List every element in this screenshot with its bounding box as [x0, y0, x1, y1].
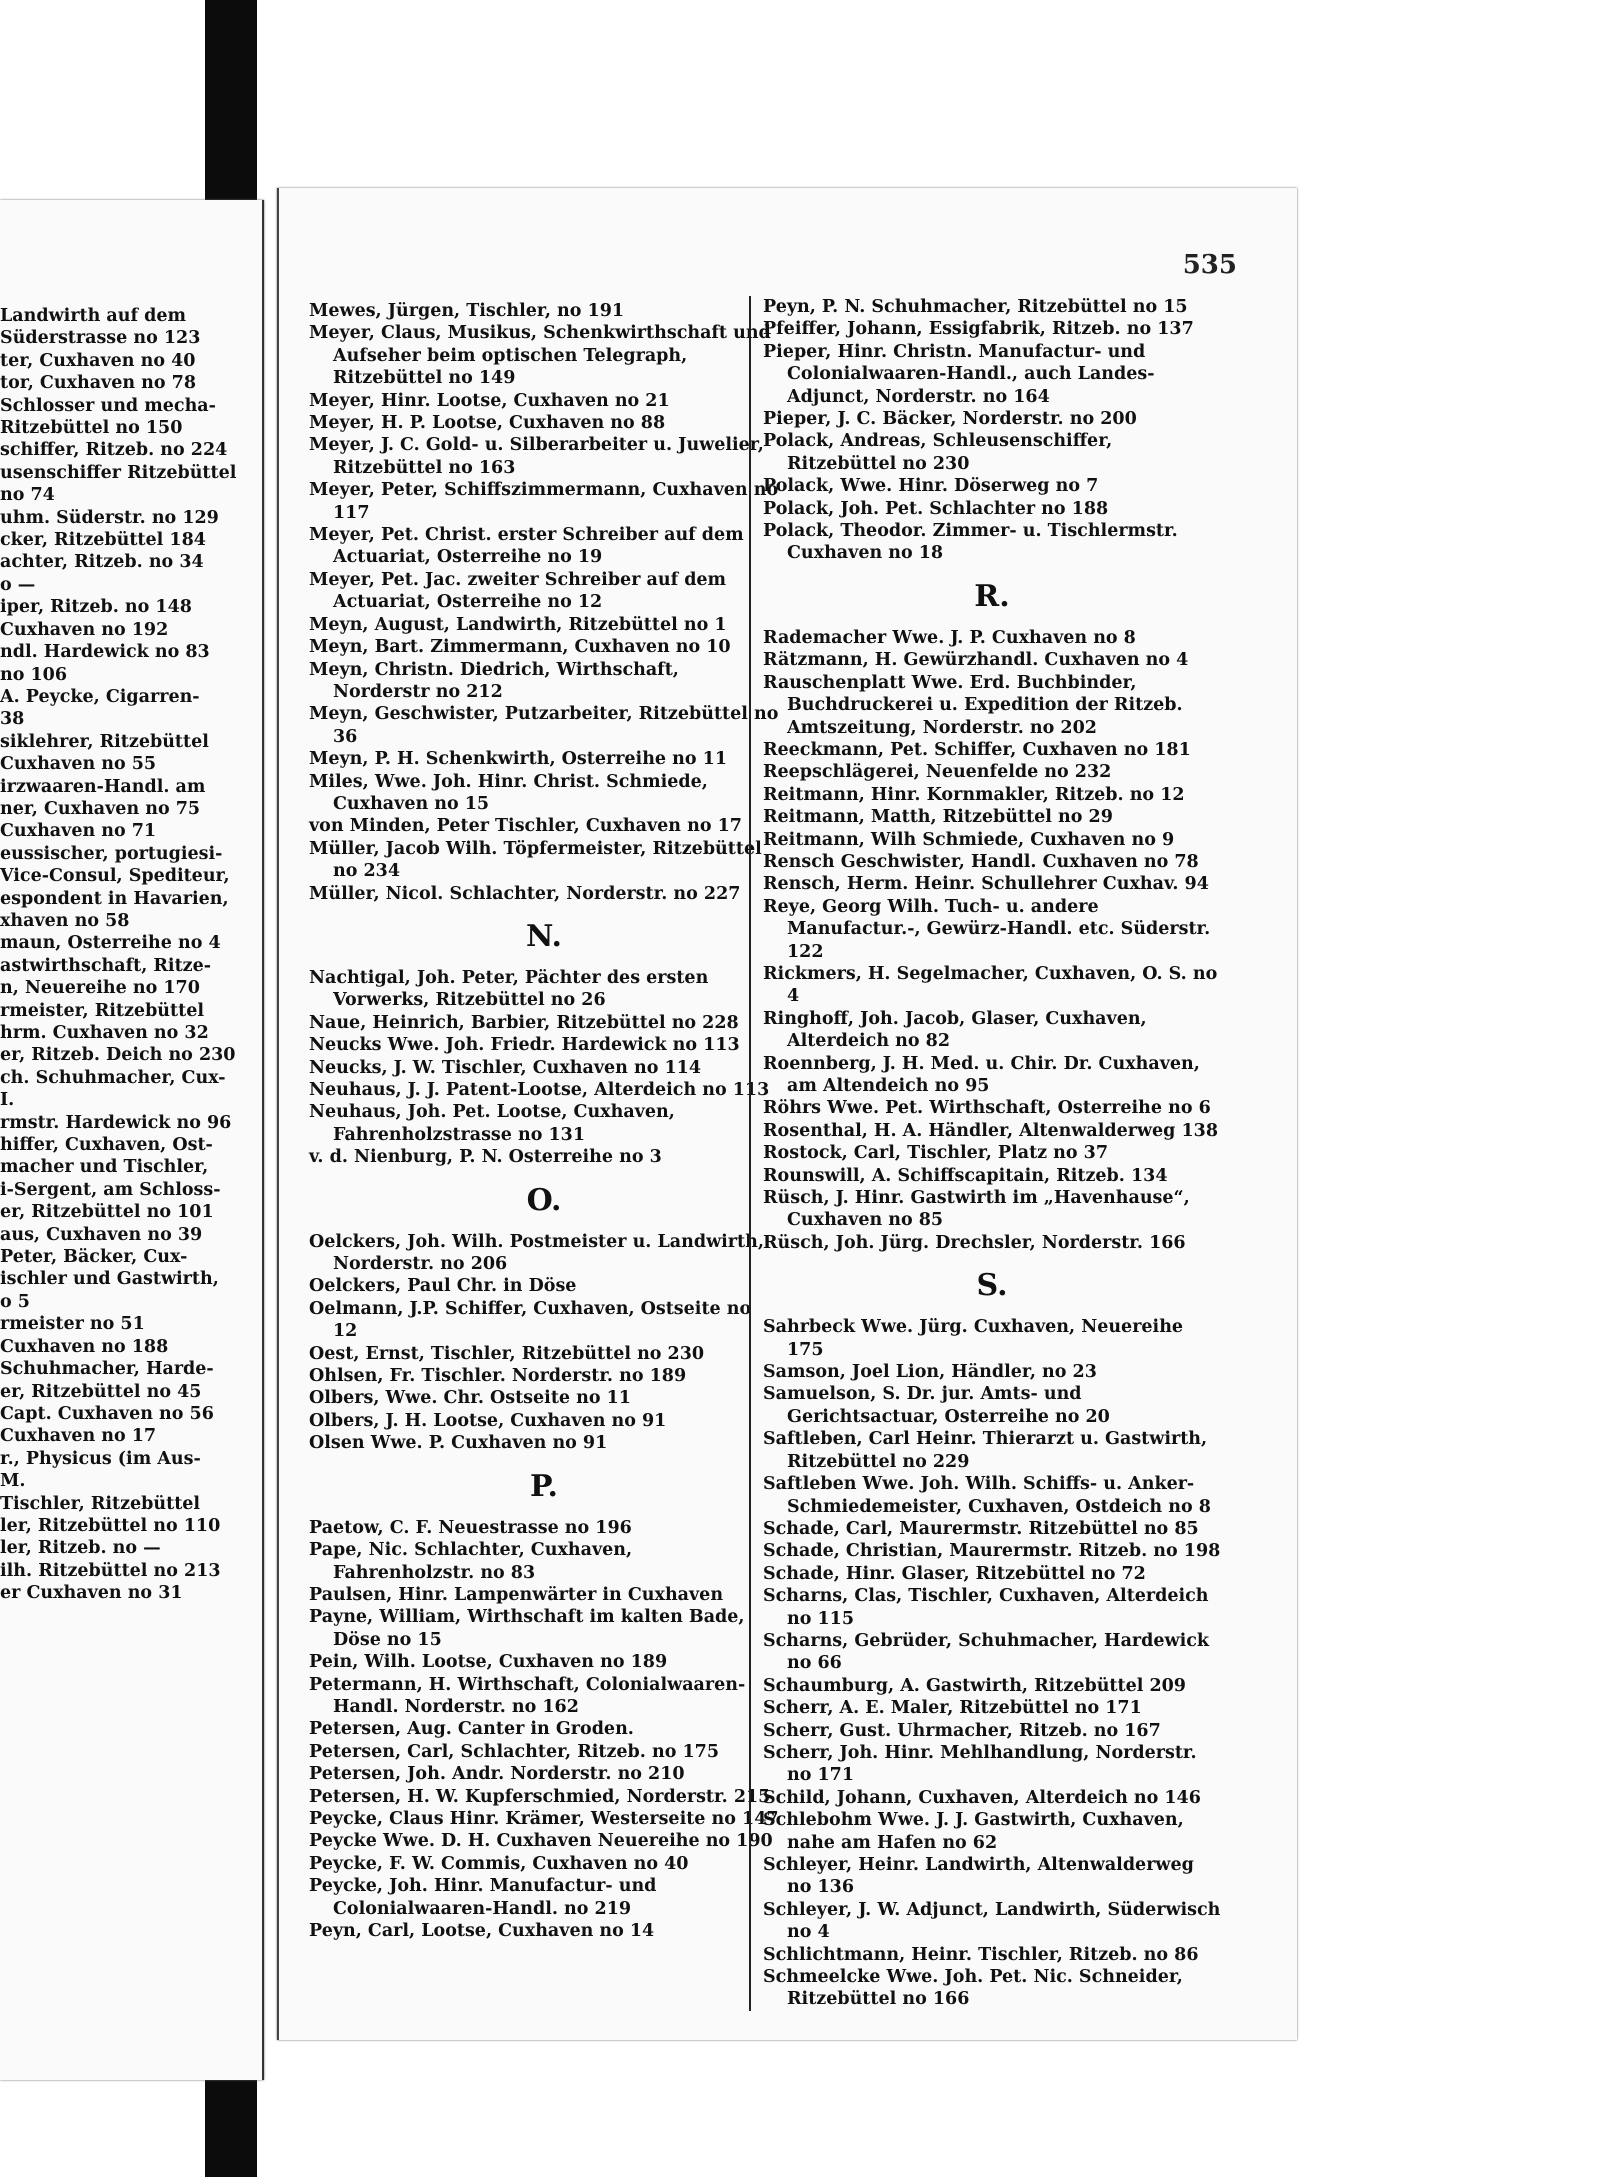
left-page — [0, 200, 264, 2080]
directory-entry: Oelckers, Paul Chr. in Döse — [309, 1276, 577, 1297]
left-fragment-line: Cuxhaven no 192 — [0, 619, 169, 640]
directory-entry: Meyer, Pet. Jac. zweiter Schreiber auf dem Actuariat, Osterreihe no 12 — [309, 569, 727, 613]
left-fragment-line: Cuxhaven no 71 — [0, 821, 157, 842]
left-fragment-line: astwirthschaft, Ritze- — [0, 955, 211, 976]
left-fragment-line: ischler und Gastwirth, — [0, 1269, 219, 1290]
left-fragment-line: n, Neuereihe no 170 — [0, 978, 200, 999]
left-fragment-line: aus, Cuxhaven no 39 — [0, 1224, 203, 1245]
directory-entry: Reitmann, Matth, Ritzebüttel no 29 — [763, 807, 1113, 828]
left-fragment-line: rmeister no 51 — [0, 1314, 145, 1335]
directory-entry: Polack, Joh. Pet. Schlachter no 188 — [763, 498, 1109, 519]
directory-entry: Schlichtmann, Heinr. Tischler, Ritzeb. no 86 — [763, 1944, 1199, 1965]
left-fragment-line: eussischer, portugiesi- — [0, 843, 223, 864]
directory-entry: Petersen, H. W. Kupferschmied, Norderstr. 215 — [309, 1786, 771, 1807]
directory-entry: Rüsch, J. Hinr. Gastwirth im „Havenhause“, Cuxhaven no 85 — [763, 1188, 1190, 1231]
directory-entry: Reitmann, Wilh Schmiede, Cuxhaven no 9 — [763, 829, 1175, 850]
directory-entry: Petersen, Aug. Canter in Groden. — [309, 1719, 634, 1740]
left-fragment-line: iper, Ritzeb. no 148 — [0, 597, 192, 618]
directory-entry: Neuhaus, Joh. Pet. Lootse, Cuxhaven, Fahrenholzstrasse no 131 — [309, 1102, 675, 1145]
section-letter-heading: R. — [974, 578, 1010, 614]
left-fragment-line: tor, Cuxhaven no 78 — [0, 373, 196, 394]
directory-entry: Scharns, Gebrüder, Schuhmacher, Hardewick no 66 — [763, 1630, 1210, 1674]
directory-entry: Saftleben Wwe. Joh. Wilh. Schiffs- u. Anker-Schmiedemeister, Cuxhaven, Ostdeich no 8 — [763, 1474, 1211, 1517]
directory-entry: Rensch, Herm. Heinr. Schullehrer Cuxhav. 94 — [763, 874, 1209, 895]
left-fragment-line: macher und Tischler, — [0, 1157, 209, 1178]
left-fragment-line: Cuxhaven no 55 — [0, 754, 157, 775]
directory-entry: Meyn, Bart. Zimmermann, Cuxhaven no 10 — [309, 637, 731, 658]
left-fragment-line: Cuxhaven no 188 — [0, 1336, 169, 1357]
directory-entry: Schade, Carl, Maurermstr. Ritzebüttel no 85 — [763, 1518, 1199, 1539]
directory-entry: Schleyer, J. W. Adjunct, Landwirth, Süderwisch no 4 — [763, 1899, 1221, 1943]
directory-entry: Sahrbeck Wwe. Jürg. Cuxhaven, Neuereihe 175 — [763, 1317, 1184, 1360]
directory-entry: Müller, Nicol. Schlachter, Norderstr. no 227 — [309, 883, 741, 904]
left-fragment-line: ndl. Hardewick no 83 — [0, 642, 210, 663]
directory-entry: Schaumburg, A. Gastwirth, Ritzebüttel 209 — [763, 1675, 1186, 1696]
left-fragment-line: I. — [0, 1090, 15, 1111]
left-fragment-line: ler, Ritzebüttel no 110 — [0, 1515, 221, 1536]
left-fragment-line: espondent in Havarien, — [0, 888, 229, 909]
left-fragment-line: no 106 — [0, 664, 68, 685]
directory-entry: Pieper, J. C. Bäcker, Norderstr. no 200 — [763, 409, 1137, 430]
section-letter-heading: N. — [526, 918, 562, 954]
section-letter-heading: S. — [976, 1268, 1008, 1304]
directory-entry: Samson, Joel Lion, Händler, no 23 — [763, 1362, 1097, 1383]
directory-entry: Schade, Hinr. Glaser, Ritzebüttel no 72 — [763, 1563, 1146, 1584]
directory-entry: Pape, Nic. Schlachter, Cuxhaven, Fahrenholzstr. no 83 — [309, 1540, 633, 1583]
left-fragment-line: maun, Osterreihe no 4 — [0, 933, 221, 954]
directory-entry: Olsen Wwe. P. Cuxhaven no 91 — [309, 1433, 608, 1454]
left-fragment-line: ler, Ritzeb. no — — [0, 1538, 161, 1559]
directory-entry: Naue, Heinrich, Barbier, Ritzebüttel no 228 — [309, 1012, 739, 1033]
directory-column-middle — [309, 300, 779, 1942]
left-fragment-line: rmstr. Hardewick no 96 — [0, 1112, 232, 1133]
left-fragment-line: ch. Schuhmacher, Cux- — [0, 1067, 226, 1088]
directory-entry: Rickmers, H. Segelmacher, Cuxhaven, O. S. no 4 — [763, 963, 1218, 1007]
left-fragment-line: Tischler, Ritzebüttel — [0, 1493, 201, 1514]
directory-entry: Meyn, Geschwister, Putzarbeiter, Ritzebüttel no 36 — [309, 704, 779, 747]
left-fragment-line: er, Ritzebüttel no 45 — [0, 1381, 202, 1402]
left-fragment-line: ilh. Ritzebüttel no 213 — [0, 1560, 221, 1581]
directory-entry: Müller, Jacob Wilh. Töpfermeister, Ritzebüttel no 234 — [309, 838, 762, 882]
directory-entry: Miles, Wwe. Joh. Hinr. Christ. Schmiede, Cuxhaven no 15 — [309, 771, 708, 814]
left-fragment-line: er, Ritzeb. Deich no 230 — [0, 1045, 236, 1066]
directory-entry: v. d. Nienburg, P. N. Osterreihe no 3 — [309, 1147, 662, 1168]
directory-entry: Reeckmann, Pet. Schiffer, Cuxhaven no 181 — [763, 739, 1191, 760]
directory-entry: Neuhaus, J. J. Patent-Lootse, Alterdeich no 113 — [309, 1080, 770, 1100]
left-fragment-line: siklehrer, Ritzebüttel — [0, 731, 209, 752]
directory-entry: Polack, Theodor. Zimmer- u. Tischlermstr. Cuxhaven no 18 — [763, 521, 1178, 564]
left-fragment-line: usenschiffer Ritzebüttel — [0, 462, 237, 483]
directory-entry: Meyer, Claus, Musikus, Schenkwirthschaft und Aufseher beim optischen Telegraph, Ritzebüttel no 149 — [309, 323, 771, 389]
directory-entry: Rensch Geschwister, Handl. Cuxhaven no 78 — [763, 851, 1199, 872]
directory-entry: Polack, Andreas, Schleusenschiffer, Ritzebüttel no 230 — [763, 431, 1113, 474]
directory-entry: Meyn, P. H. Schenkwirth, Osterreihe no 11 — [309, 749, 728, 770]
directory-entry: Payne, William, Wirthschaft im kalten Bade, Döse no 15 — [309, 1607, 745, 1650]
directory-entry: Röhrs Wwe. Pet. Wirthschaft, Osterreihe no 6 — [763, 1098, 1211, 1119]
directory-entry: Scherr, Gust. Uhrmacher, Ritzeb. no 167 — [763, 1720, 1161, 1741]
left-fragment-line: ner, Cuxhaven no 75 — [0, 798, 201, 819]
directory-entry: Schade, Christian, Maurermstr. Ritzeb. no 198 — [763, 1541, 1221, 1562]
directory-entry: Rätzmann, H. Gewürzhandl. Cuxhaven no 4 — [763, 650, 1189, 671]
left-fragment-line: M. — [0, 1471, 26, 1492]
directory-entry: Petersen, Joh. Andr. Norderstr. no 210 — [309, 1764, 685, 1785]
left-fragment-line: Landwirth auf dem — [0, 306, 187, 326]
left-fragment-line: Cuxhaven no 17 — [0, 1426, 157, 1447]
left-fragment-line: no 74 — [0, 485, 55, 506]
directory-entry: Saftleben, Carl Heinr. Thierarzt u. Gastwirth, Ritzebüttel no 229 — [763, 1429, 1208, 1472]
directory-entry: Neucks, J. W. Tischler, Cuxhaven no 114 — [309, 1057, 701, 1078]
left-fragment-line: Peter, Bäcker, Cux- — [0, 1247, 188, 1268]
directory-entry: Scharns, Clas, Tischler, Cuxhaven, Alterdeich no 115 — [763, 1586, 1209, 1629]
right-page — [277, 188, 1297, 2040]
directory-entry: Nachtigal, Joh. Peter, Pächter des ersten Vorwerks, Ritzebüttel no 26 — [309, 967, 709, 1011]
directory-entry: Oelckers, Joh. Wilh. Postmeister u. Landwirth, Norderstr. no 206 — [309, 1231, 764, 1275]
directory-entry: Oest, Ernst, Tischler, Ritzebüttel no 230 — [309, 1343, 705, 1364]
directory-entry: Schild, Johann, Cuxhaven, Alterdeich no 146 — [763, 1787, 1201, 1808]
directory-entry: Pieper, Hinr. Christn. Manufactur- und Colonialwaaren-Handl., auch Landes-Adjunct, Norderstr. no 164 — [763, 341, 1155, 407]
directory-entry: Meyn, August, Landwirth, Ritzebüttel no 1 — [309, 614, 727, 635]
directory-entry: Rademacher Wwe. J. P. Cuxhaven no 8 — [763, 627, 1136, 648]
directory-entry: Ringhoff, Joh. Jacob, Glaser, Cuxhaven, Alterdeich no 82 — [763, 1008, 1147, 1052]
directory-entry: Rostock, Carl, Tischler, Platz no 37 — [763, 1143, 1109, 1164]
left-fragment-line: uhm. Süderstr. no 129 — [0, 507, 219, 528]
directory-entry: Pfeiffer, Johann, Essigfabrik, Ritzeb. no 137 — [763, 319, 1194, 340]
directory-entry: Rosenthal, H. A. Händler, Altenwalderweg 138 — [763, 1120, 1218, 1141]
section-letter-heading: P. — [529, 1468, 559, 1504]
directory-entry: Scherr, A. E. Maler, Ritzebüttel no 171 — [763, 1698, 1142, 1719]
directory-entry: Meyer, Hinr. Lootse, Cuxhaven no 21 — [309, 390, 670, 411]
left-fragment-line: o — — [0, 574, 36, 595]
directory-entry: Peycke, Joh. Hinr. Manufactur- und Colonialwaaren-Handl. no 219 — [309, 1876, 657, 1919]
left-fragment-line: xhaven no 58 — [0, 910, 130, 931]
directory-entry: Peycke, Claus Hinr. Krämer, Westerseite no 147 — [309, 1808, 779, 1829]
directory-entry: Schmeelcke Wwe. Joh. Pet. Nic. Schneider, Ritzebüttel no 166 — [763, 1967, 1183, 2010]
directory-entry: Schleyer, Heinr. Landwirth, Altenwalderweg no 136 — [763, 1855, 1194, 1898]
left-fragment-line: A. Peycke, Cigarren- — [0, 686, 200, 707]
left-fragment-line: Schuhmacher, Harde- — [0, 1359, 214, 1380]
directory-entry: von Minden, Peter Tischler, Cuxhaven no 17 — [309, 816, 742, 837]
directory-entry: Paulsen, Hinr. Lampenwärter in Cuxhaven — [309, 1584, 724, 1605]
directory-entry: Polack, Wwe. Hinr. Döserweg no 7 — [763, 476, 1099, 497]
directory-entry: Ohlsen, Fr. Tischler. Norderstr. no 189 — [309, 1366, 687, 1387]
directory-entry: Meyer, J. C. Gold- u. Silberarbeiter u. Juwelier, Ritzebüttel no 163 — [309, 435, 764, 478]
left-page-column — [0, 305, 258, 1605]
left-fragment-line: hiffer, Cuxhaven, Ost- — [0, 1135, 213, 1156]
directory-entry: Meyer, Peter, Schiffszimmermann, Cuxhaven no 117 — [309, 480, 779, 523]
directory-entry: Rounswill, A. Schiffscapitain, Ritzeb. 134 — [763, 1165, 1168, 1186]
left-fragment-line: Schlosser und mecha- — [0, 395, 216, 416]
directory-entry: Reye, Georg Wilh. Tuch- u. andere Manufactur.-, Gewürz-Handl. etc. Süderstr. 122 — [763, 896, 1211, 962]
directory-entry: Pein, Wilh. Lootse, Cuxhaven no 189 — [309, 1652, 668, 1673]
directory-entry: Peyn, Carl, Lootse, Cuxhaven no 14 — [309, 1921, 655, 1941]
left-fragment-line: Ritzebüttel no 150 — [0, 418, 183, 439]
directory-entry: Petersen, Carl, Schlachter, Ritzeb. no 175 — [309, 1741, 719, 1762]
left-fragment-line: schiffer, Ritzeb. no 224 — [0, 440, 228, 461]
section-letter-heading: O. — [526, 1182, 562, 1218]
directory-entry: Rüsch, Joh. Jürg. Drechsler, Norderstr. 166 — [763, 1232, 1186, 1253]
directory-entry: Oelmann, J.P. Schiffer, Cuxhaven, Ostseite no 12 — [309, 1298, 752, 1342]
directory-entry: Paetow, C. F. Neuestrasse no 196 — [309, 1517, 632, 1538]
directory-entry: Rauschenplatt Wwe. Erd. Buchbinder, Buchdruckerei u. Expedition der Ritzeb. Amtszeitung, Norderstr. no 202 — [763, 672, 1183, 738]
left-fragment-line: Vice-Consul, Spediteur, — [0, 866, 230, 887]
directory-entry: Petermann, H. Wirthschaft, Colonialwaaren-Handl. Norderstr. no 162 — [309, 1674, 746, 1717]
directory-entry: Roennberg, J. H. Med. u. Chir. Dr. Cuxhaven, am Altendeich no 95 — [763, 1053, 1200, 1096]
left-fragment-line: cker, Ritzebüttel 184 — [0, 530, 206, 551]
directory-entry: Peyn, P. N. Schuhmacher, Ritzebüttel no 15 — [763, 297, 1188, 317]
left-fragment-line: irzwaaren-Handl. am — [0, 776, 206, 797]
left-fragment-line: rmeister, Ritzebüttel — [0, 1000, 204, 1021]
left-fragment-line: i-Sergent, am Schloss- — [0, 1179, 221, 1200]
directory-entry: Olbers, Wwe. Chr. Ostseite no 11 — [309, 1388, 631, 1409]
left-fragment-line: er, Ritzebüttel no 101 — [0, 1202, 214, 1223]
left-fragment-line: r., Physicus (im Aus- — [0, 1448, 201, 1469]
directory-entry: Reepschlägerei, Neuenfelde no 232 — [763, 762, 1112, 783]
directory-entry: Meyer, Pet. Christ. erster Schreiber auf dem Actuariat, Osterreihe no 19 — [309, 525, 744, 568]
directory-entry: Olbers, J. H. Lootse, Cuxhaven no 91 — [309, 1410, 667, 1431]
directory-column-right — [749, 296, 1221, 2011]
left-fragment-line: Capt. Cuxhaven no 56 — [0, 1403, 214, 1424]
left-fragment-line: achter, Ritzeb. no 34 — [0, 552, 204, 573]
directory-entry: Neucks Wwe. Joh. Friedr. Hardewick no 113 — [309, 1035, 740, 1056]
page-number: 535 — [1182, 250, 1237, 280]
directory-entry: Reitmann, Hinr. Kornmakler, Ritzeb. no 12 — [763, 784, 1185, 805]
directory-entry: Scherr, Joh. Hinr. Mehlhandlung, Norderstr. no 171 — [763, 1742, 1197, 1786]
left-fragment-line: Süderstrasse no 123 — [0, 328, 201, 349]
left-fragment-line: 38 — [0, 709, 25, 730]
directory-entry: Mewes, Jürgen, Tischler, no 191 — [309, 301, 625, 321]
directory-entry: Peycke, F. W. Commis, Cuxhaven no 40 — [309, 1853, 689, 1874]
directory-entry: Samuelson, S. Dr. jur. Amts- und Gerichtsactuar, Osterreihe no 20 — [763, 1384, 1110, 1427]
left-fragment-line: o 5 — [0, 1291, 30, 1312]
left-fragment-line: er Cuxhaven no 31 — [0, 1583, 183, 1604]
directory-entry: Meyer, H. P. Lootse, Cuxhaven no 88 — [309, 413, 666, 434]
directory-entry: Peycke Wwe. D. H. Cuxhaven Neuereihe no 190 — [309, 1831, 773, 1852]
directory-entry: Meyn, Christn. Diedrich, Wirthschaft, Norderstr no 212 — [309, 659, 679, 702]
left-fragment-line: hrm. Cuxhaven no 32 — [0, 1023, 209, 1043]
directory-entry: Schlebohm Wwe. J. J. Gastwirth, Cuxhaven, nahe am Hafen no 62 — [763, 1810, 1184, 1853]
left-fragment-line: ter, Cuxhaven no 40 — [0, 350, 196, 371]
